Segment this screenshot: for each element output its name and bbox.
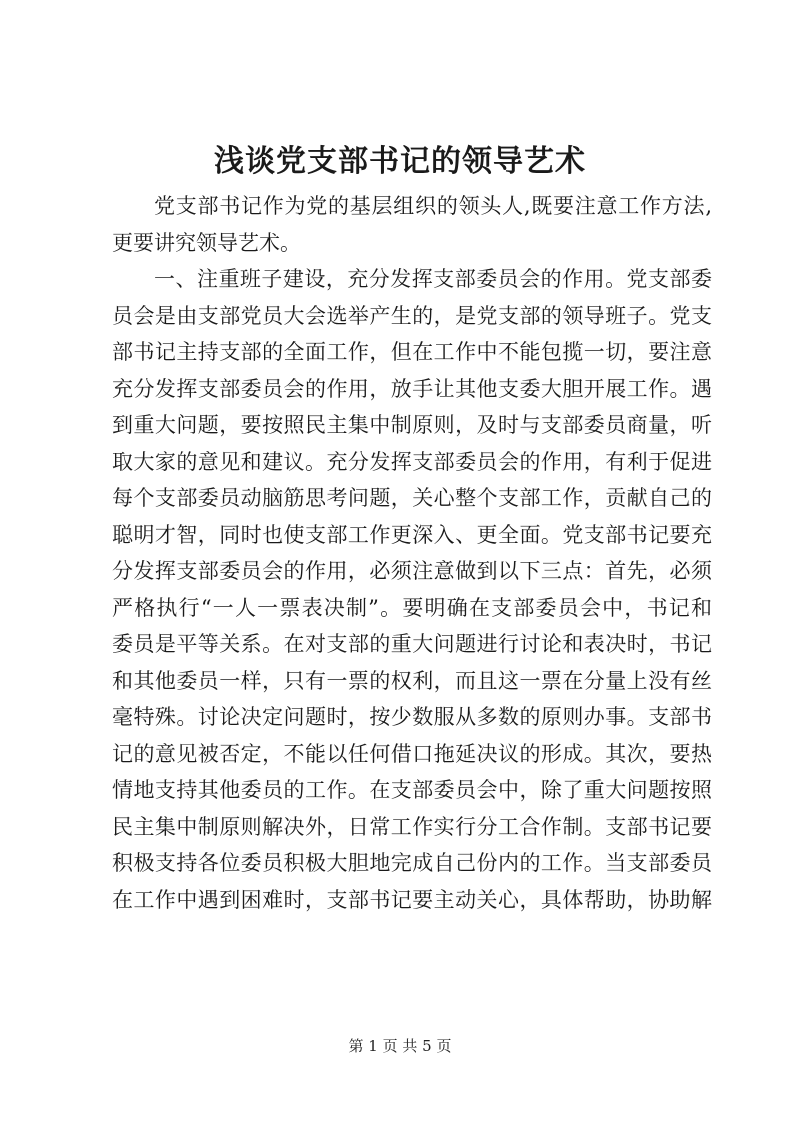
paragraph-2-line-1: 一、注重班子建设，充分发挥支部委员会的作用。党支部委: [154, 267, 712, 291]
paragraph-2-line-15: 情地支持其他委员的工作。在支部委员会中，除了重大问题按照: [112, 778, 712, 802]
paragraph-2-line-2: 员会是由支部党员大会选举产生的，是党支部的领导班子。党支: [112, 303, 712, 328]
paragraph-2-line-10: 严格执行“一人一票表决制”。要明确在支部委员会中，书记和: [112, 595, 712, 620]
paragraph-1-line-1: 党支部书记作为党的基层组织的领头人,既要注意工作方法,: [154, 194, 712, 218]
paragraph-2-line-17: 积极支持各位委员积极大胆地完成自己份内的工作。当支部委员: [112, 851, 712, 875]
paragraph-2-line-7: 每个支部委员动脑筋思考问题，关心整个支部工作，贡献自己的: [112, 486, 712, 510]
page-number-footer: 第 1 页 共 5 页: [348, 1037, 452, 1055]
paragraph-2-line-14: 记的意见被否定，不能以任何借口拖延决议的形成。其次，要热: [112, 741, 712, 766]
document-body: [112, 188, 712, 918]
paragraph-2-line-9: 分发挥支部委员会的作用，必须注意做到以下三点：首先，必须: [112, 559, 712, 583]
paragraph-2-line-16: 民主集中制原则解决外，日常工作实行分工合作制。支部书记要: [112, 814, 712, 839]
paragraph-1-line-2: 更要讲究领导艺术。: [112, 230, 301, 255]
paragraph-2-line-12: 和其他委员一样，只有一票的权利，而且这一票在分量上没有丝: [112, 668, 712, 693]
paragraph-2-line-13: 毫特殊。讨论决定问题时，按少数服从多数的原则办事。支部书: [112, 705, 712, 729]
document-title: 浅谈党支部书记的领导艺术: [214, 144, 586, 179]
paragraph-2-line-11: 委员是平等关系。在对支部的重大问题进行讨论和表决时，书记: [112, 632, 712, 656]
paragraph-2-line-4: 充分发挥支部委员会的作用，放手让其他支委大胆开展工作。遇: [112, 376, 712, 401]
paragraph-2-line-5: 到重大问题，要按照民主集中制原则，及时与支部委员商量，听: [112, 413, 712, 437]
paragraph-2-line-3: 部书记主持支部的全面工作，但在工作中不能包揽一切，要注意: [112, 340, 712, 364]
paragraph-2-line-6: 取大家的意见和建议。充分发挥支部委员会的作用，有利于促进: [112, 449, 712, 474]
paragraph-2-line-8: 聪明才智，同时也使支部工作更深入、更全面。党支部书记要充: [112, 522, 712, 547]
paragraph-2-line-18: 在工作中遇到困难时，支部书记要主动关心，具体帮助，协助解: [112, 887, 712, 912]
